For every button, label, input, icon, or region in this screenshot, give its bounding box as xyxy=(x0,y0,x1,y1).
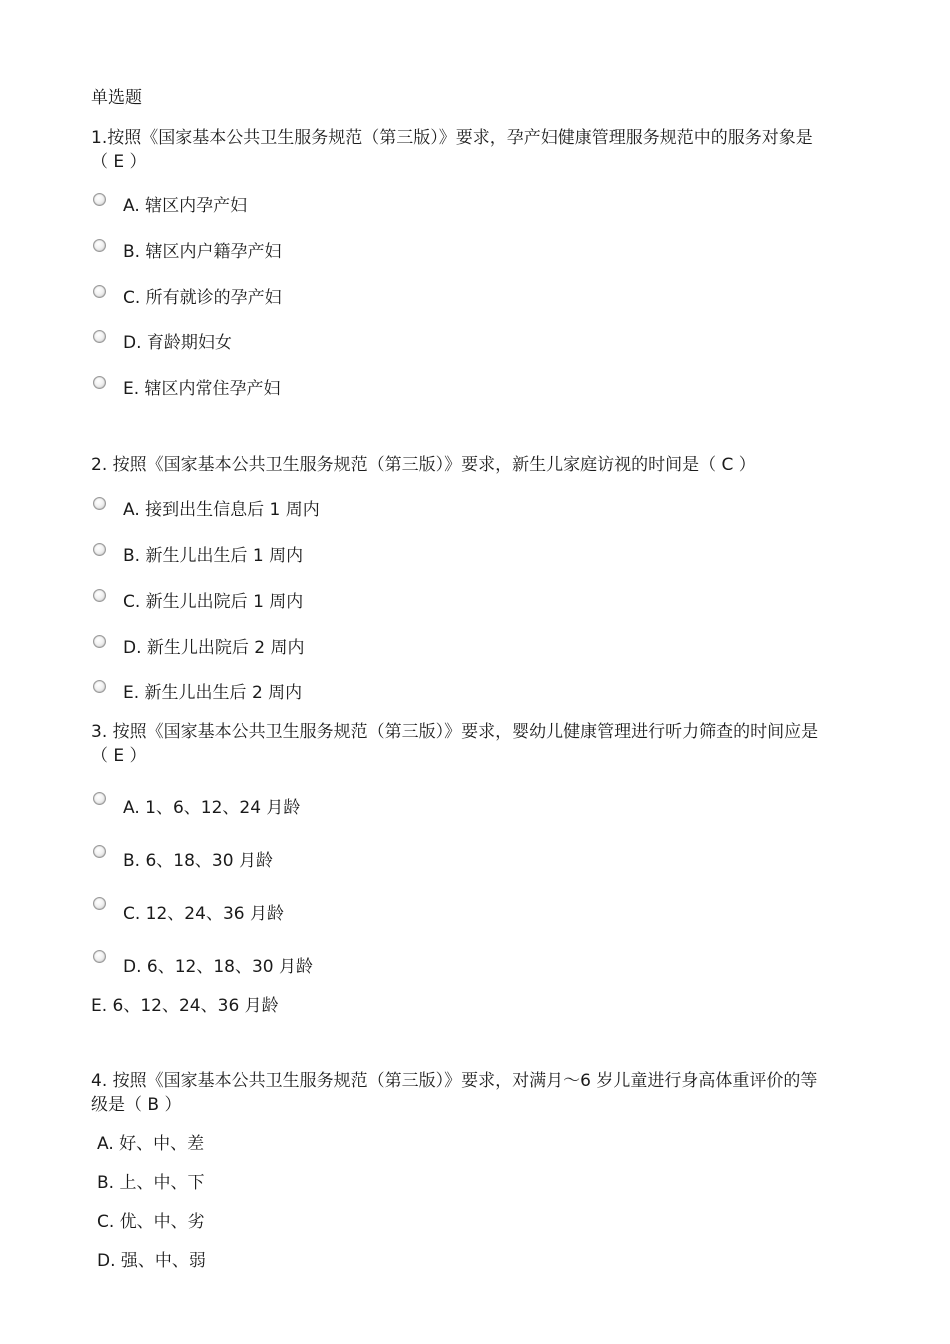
q2-option-c-radio[interactable] xyxy=(93,589,106,602)
q2-option-e-radio[interactable] xyxy=(93,680,106,693)
q3-option-a-radio[interactable] xyxy=(93,792,106,805)
q2-option-a-radio[interactable] xyxy=(93,497,106,510)
q3-option-a-label: A. 1、6、12、24 月龄 xyxy=(123,798,301,818)
q2-option-a-label: A. 接到出生信息后 1 周内 xyxy=(123,500,320,520)
q1-option-b-label: B. 辖区内户籍孕产妇 xyxy=(123,242,282,262)
q1-option-d-radio[interactable] xyxy=(93,330,106,343)
q3-option-b-label: B. 6、18、30 月龄 xyxy=(123,851,273,871)
q3-option-e-label: E. 6、12、24、36 月龄 xyxy=(91,996,279,1016)
q2-option-d-label: D. 新生儿出院后 2 周内 xyxy=(123,638,305,658)
q1-option-e-label: E. 辖区内常住孕产妇 xyxy=(123,379,281,399)
question-1-answer-line: （ E ） xyxy=(91,152,147,172)
question-3-stem: 3. 按照《国家基本公共卫生服务规范（第三版）》要求，婴幼儿健康管理进行听力筛查的时间应是 xyxy=(91,722,819,742)
q4-option-d-label: D. 强、中、弱 xyxy=(97,1251,206,1271)
q4-option-a-label: A. 好、中、差 xyxy=(97,1134,205,1154)
q1-option-b-radio[interactable] xyxy=(93,239,106,252)
q2-option-b-label: B. 新生儿出生后 1 周内 xyxy=(123,546,304,566)
q3-option-c-radio[interactable] xyxy=(93,897,106,910)
q4-option-b-label: B. 上、中、下 xyxy=(97,1173,205,1193)
q1-option-a-label: A. 辖区内孕产妇 xyxy=(123,196,248,216)
question-2-stem: 2. 按照《国家基本公共卫生服务规范（第三版）》要求，新生儿家庭访视的时间是（ C ） xyxy=(91,455,756,475)
q3-option-d-radio[interactable] xyxy=(93,950,106,963)
section-title: 单选题 xyxy=(91,88,142,108)
q1-option-c-label: C. 所有就诊的孕产妇 xyxy=(123,288,282,308)
q2-option-d-radio[interactable] xyxy=(93,635,106,648)
q2-option-b-radio[interactable] xyxy=(93,543,106,556)
q1-option-c-radio[interactable] xyxy=(93,285,106,298)
question-4-answer-line: 级是（ B ） xyxy=(91,1095,182,1115)
q2-option-e-label: E. 新生儿出生后 2 周内 xyxy=(123,683,303,703)
q2-option-c-label: C. 新生儿出院后 1 周内 xyxy=(123,592,304,612)
q1-option-e-radio[interactable] xyxy=(93,376,106,389)
q3-option-b-radio[interactable] xyxy=(93,845,106,858)
question-4-stem: 4. 按照《国家基本公共卫生服务规范（第三版）》要求，对满月～6 岁儿童进行身高体重评价的等 xyxy=(91,1071,818,1091)
q1-option-d-label: D. 育龄期妇女 xyxy=(123,333,232,353)
question-3-answer-line: （ E ） xyxy=(91,746,147,766)
q1-option-a-radio[interactable] xyxy=(93,193,106,206)
q3-option-c-label: C. 12、24、36 月龄 xyxy=(123,904,284,924)
q4-option-c-label: C. 优、中、劣 xyxy=(97,1212,205,1232)
q3-option-d-label: D. 6、12、18、30 月龄 xyxy=(123,957,314,977)
question-1-stem: 1.按照《国家基本公共卫生服务规范（第三版）》要求，孕产妇健康管理服务规范中的服务对象是 xyxy=(91,128,813,148)
